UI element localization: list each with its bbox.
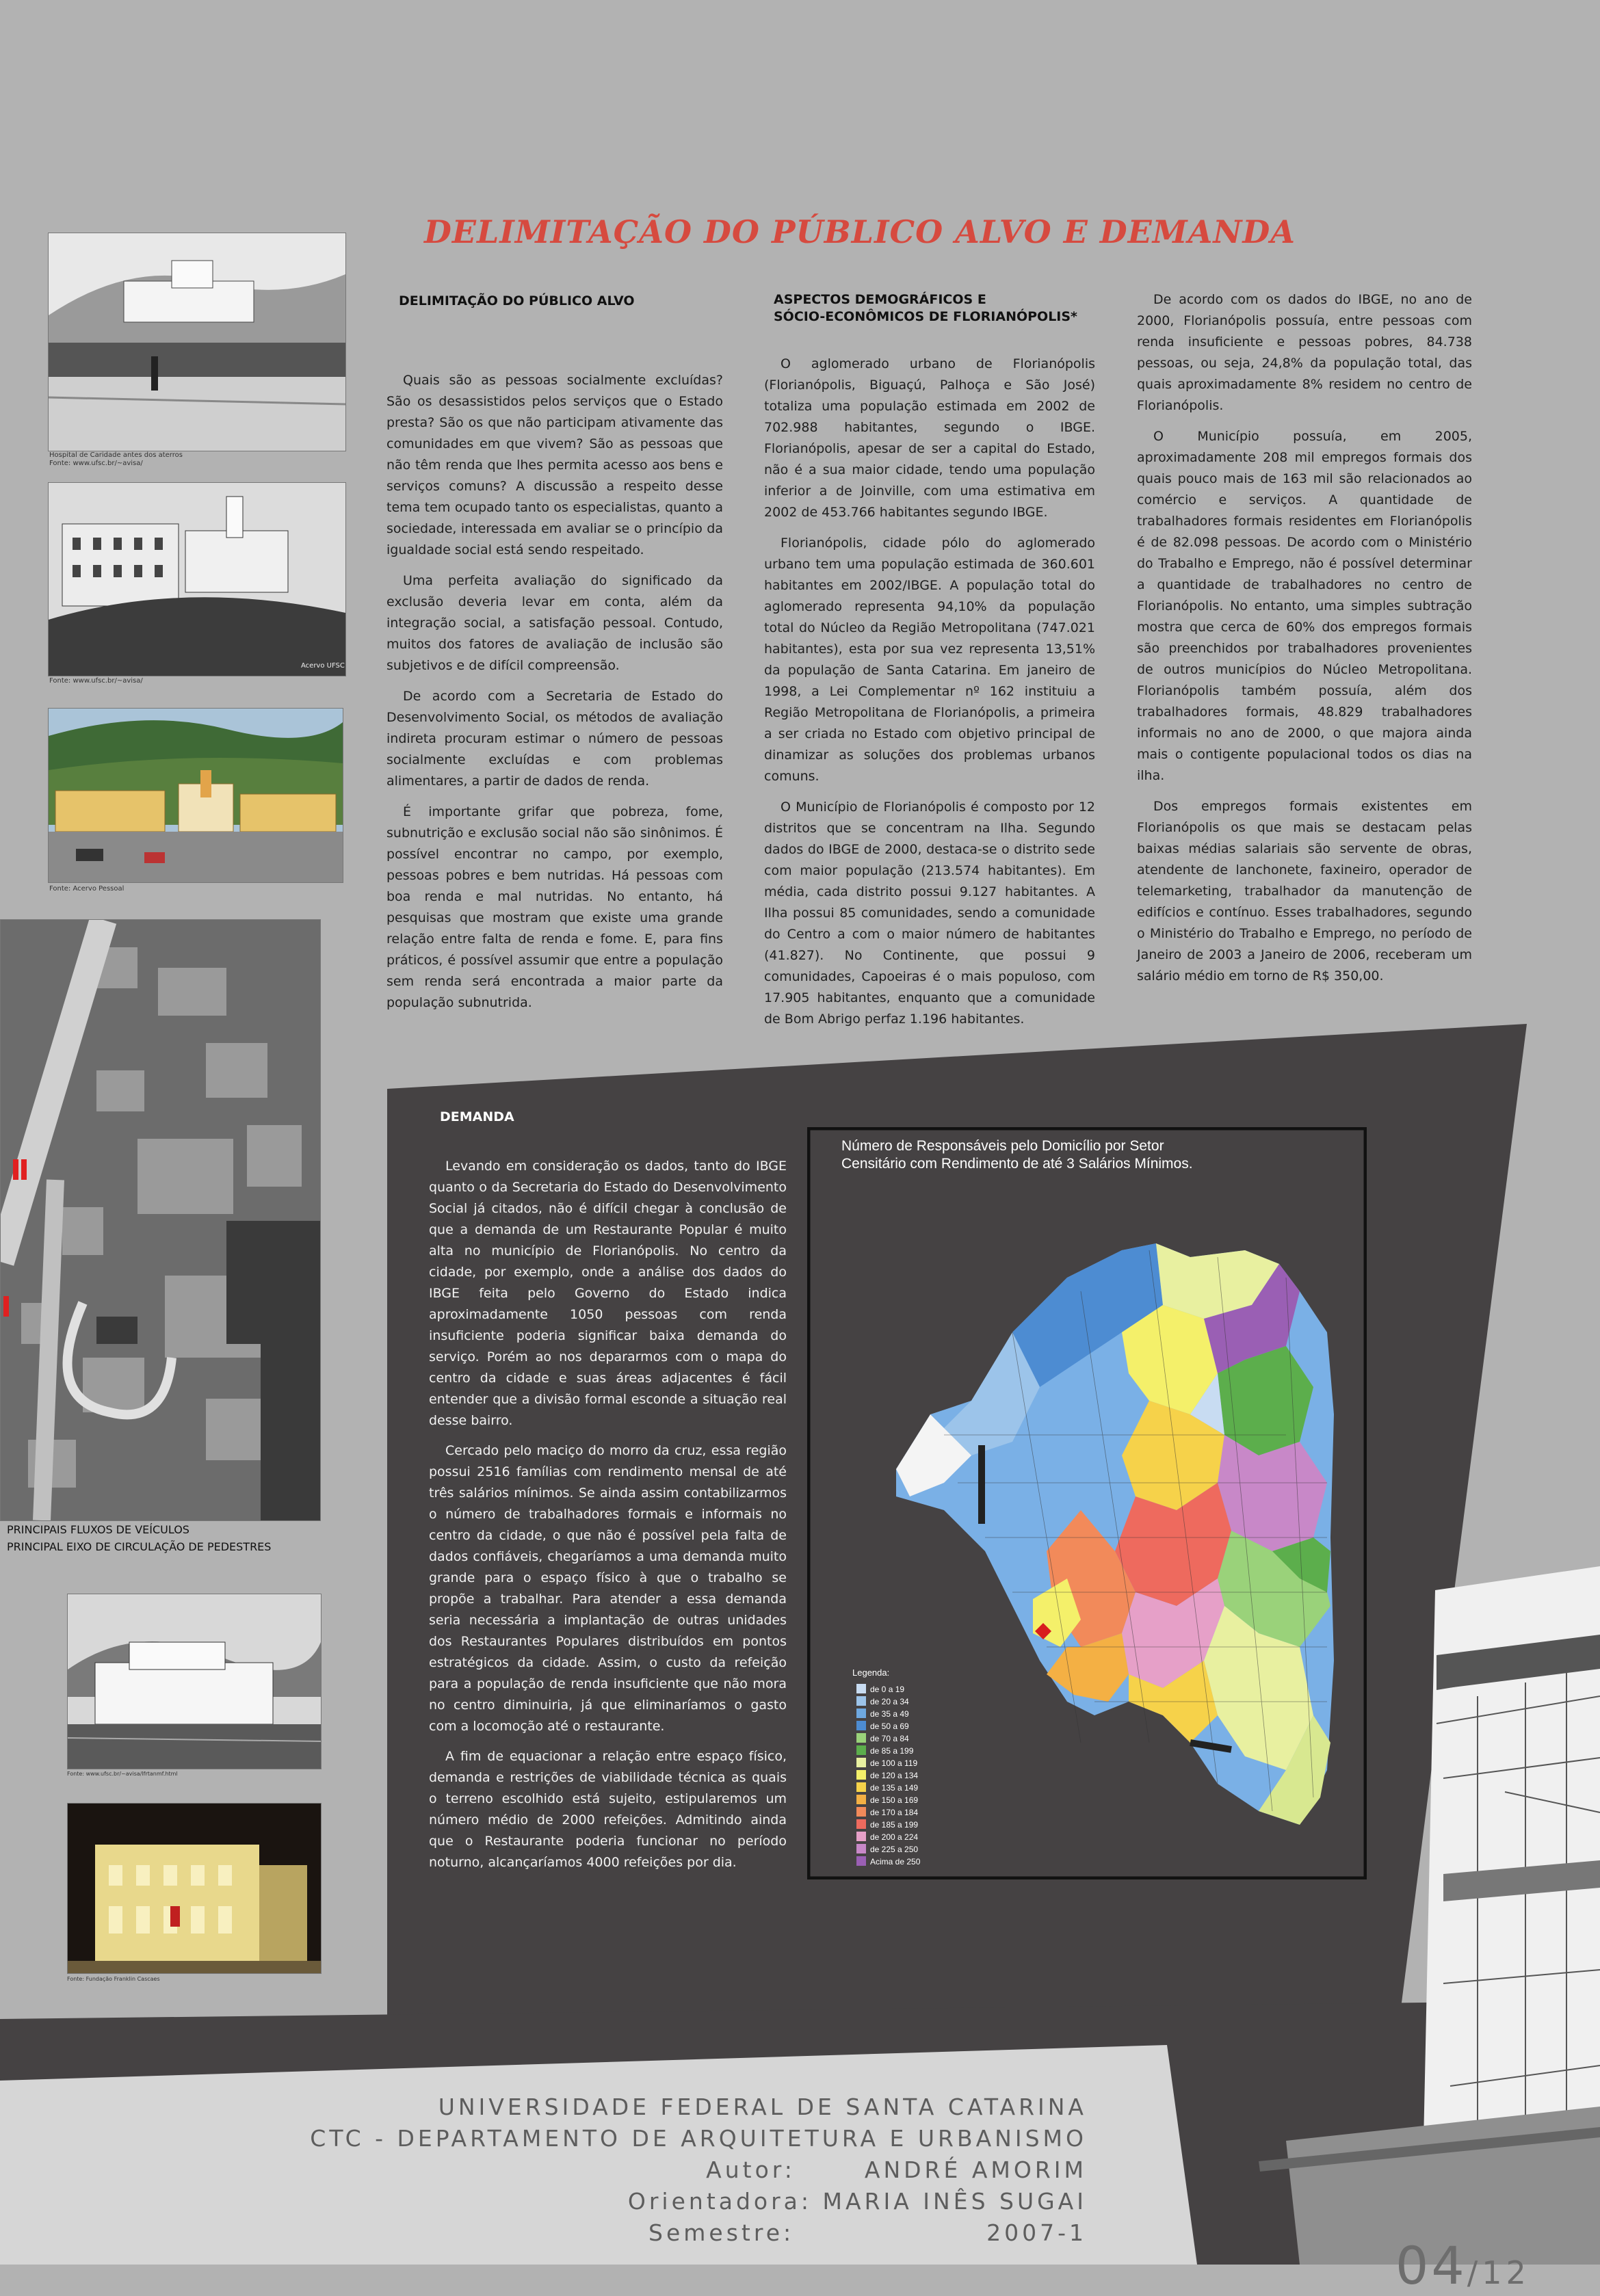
paragraph: Uma perfeita avaliação do significado da exclusão deveria levar em conta, além da integração social, a satisfação pessoal. Contudo, muitos dos fatores de avaliação de inclusão são subjetivos e de difícil compreensão. xyxy=(386,572,723,673)
paragraph: A fim de equacionar a relação entre espaço físico, demanda e restrições de viabilidade técnica as quais o terreno escolhido está sujeito, estipularemos um número médio de 2000 refeições. Admitindo ainda que o Restaurante poderia funcionar no período noturno, alcançaríamos 4000 refeições por dia. xyxy=(429,1749,787,1870)
paragraph: Levando em consideração os dados, tanto do IBGE quanto o da Secretaria do Estado do Desenvolvimento Social já citados, não é difícil chegar à conclusão de que a demanda de um Restaurante Popular é muito alta no município de Florianópolis. No centro da cidade, por exemplo, onde a análise dos dados do IBGE feita pelo Governo do Estado indica aproximadamente 1050 pessoas com renda insuficiente poderia significar baixa demanda do serviço. Porém ao nos depararmos com o mapa do centro da cidade e suas áreas adjacentes é fácil entender que a divisão formal esconde a situação real desse bairro. xyxy=(429,1159,787,1428)
section-publico-alvo-heading: DELIMITAÇÃO DO PÚBLICO ALVO xyxy=(399,293,635,308)
legend-swatch xyxy=(856,1758,866,1767)
page-number xyxy=(1395,2235,1530,2296)
legend-label: de 20 a 34 xyxy=(870,1697,909,1706)
map-legend-title: Legenda: xyxy=(852,1667,890,1678)
legend-label: de 70 a 84 xyxy=(870,1734,909,1743)
legend-swatch xyxy=(856,1721,866,1730)
photo-restaurant-bw xyxy=(67,1594,322,1769)
paragraph: O Município de Florianópolis é composto por 12 distritos que se concentram na Ilha. Segundo dados do IBGE de 2000, destaca-se o distrito sede com maior população (213.574 habitantes). Em média, cada distrito possui 9.127 habitantes. A Ilha possui 85 comunidades, sendo a comunidade do Centro a com o maior número de habitantes (41.827). No Continente, que possui 9 comunidades, Capoeiras é o mais populoso, com 17.905 habitantes, enquanto que a comunidade de Bom Abrigo perfaz 1.196 habitantes. xyxy=(764,800,1095,1027)
paragraph: De acordo com os dados do IBGE, no ano de 2000, Florianópolis possuía, entre pessoas com renda insuficiente e pessoas pobres, 84.738 pessoas, ou seja, 24,8% da população total, das quais aproximadamente 8% residem no centro de Florianópolis. xyxy=(1137,292,1472,413)
legend-swatch xyxy=(856,1832,866,1841)
legend-vehicle-flows: PRINCIPAIS FLUXOS DE VEÍCULOS xyxy=(7,1523,189,1536)
legend-label: de 170 a 184 xyxy=(870,1808,919,1817)
section-demanda xyxy=(429,1156,787,1882)
legend-swatch xyxy=(856,1770,866,1780)
map-title-2: Censitário com Rendimento de até 3 Salários Mínimos. xyxy=(841,1156,1193,1172)
legend-label: de 185 a 199 xyxy=(870,1820,919,1830)
legend-swatch xyxy=(856,1795,866,1804)
footer-university: UNIVERSIDADE FEDERAL DE SANTA CATARINA xyxy=(438,2094,1087,2120)
legend-label: de 35 a 49 xyxy=(870,1709,909,1719)
legend-swatch xyxy=(856,1733,866,1743)
footer-autor-label: Autor: xyxy=(706,2156,796,2183)
photo3-source: Fonte: Acervo Pessoal xyxy=(49,885,124,893)
photo-hospital-hill xyxy=(48,482,346,676)
photo1-source: Fonte: www.ufsc.br/~avisa/ xyxy=(49,460,143,467)
legend-swatch xyxy=(856,1684,866,1693)
section-publico-alvo xyxy=(386,293,723,1023)
legend-label: de 0 a 19 xyxy=(870,1685,905,1694)
photo2-source: Fonte: www.ufsc.br/~avisa/ xyxy=(49,677,143,685)
legend-label: Acima de 250 xyxy=(870,1857,921,1866)
footer-orientadora-label: Orientadora: xyxy=(627,2188,813,2215)
paragraph: Cercado pelo maciço do morro da cruz, essa região possui 2516 famílias com rendimento mensal de até três salários mínimos. Se ainda assim contabilizarmos o número de trabalhadores formais e informais no centro da cidade, o que não é possível pela falta de dados confiáveis, chegaríamos a uma demanda muito grande para o espaço físico à que o trabalho se propõe a trabalhar. Para atender a essa demanda seria necessária a implantação de outras unidades dos Restaurantes Populares distribuídos em pontos estratégicos da cidade. Assim, o custo da refeição para a população de renda insuficiente que não mora no centro diminuiria, já que eliminaríamos o gasto com a locomoção até o restaurante. xyxy=(429,1443,787,1734)
photo-restaurant-night xyxy=(67,1803,322,1974)
section-demanda-heading: DEMANDA xyxy=(440,1109,514,1124)
paragraph: O Município possuía, em 2005, aproximadamente 208 mil empregos formais dos quais pouco mais de 163 mil são relacionados ao comércio e serviços. A quantidade de trabalhadores formais residentes em Florianópolis é de 82.098 pessoas. De acordo com o Ministério do Trabalho e Emprego, não é possível determinar a quantidade de trabalhadores no centro de Florianópolis. No entanto, uma simples subtração mostra que cerca de 60% dos empregos formais são preenchidos por trabalhadores provenientes de outros municípios do Núcleo Metropolitana. Florianópolis também possuía, além dos trabalhadores formais, 48.829 trabalhadores informais no ano de 2000, o que majora ainda mais o contigente populacional todos os dias na ilha. xyxy=(1137,429,1472,783)
paragraph: É importante grifar que pobreza, fome, subnutrição e exclusão social não são sinônimos. É possível encontrar no campo, por exemplo, pessoas pobres e bem nutridas. Há pessoas com boa renda e mal nutridas. No entanto, há pesquisas que mostram que existe uma grande relação entre falta de renda e fome. E, para fins práticos, é possível assumir que entre a população sem renda será encontrada a maior parte da população subnutrida. xyxy=(386,804,723,1010)
footer-department: CTC - DEPARTAMENTO DE ARQUITETURA E URBANISMO xyxy=(310,2125,1087,2152)
photo-hospital-old xyxy=(48,233,346,451)
legend-swatch xyxy=(856,1819,866,1829)
map-title-1: Número de Responsáveis pelo Domicílio por Setor xyxy=(841,1138,1164,1154)
photo5-source: Fonte: Fundação Franklin Cascaes xyxy=(67,1976,160,1982)
legend-label: de 50 a 69 xyxy=(870,1721,909,1731)
legend-swatch xyxy=(856,1745,866,1755)
section-demograficos-heading-1: ASPECTOS DEMOGRÁFICOS E xyxy=(774,292,986,307)
legend-swatch xyxy=(856,1782,866,1792)
photo1-caption: Hospital de Caridade antes dos aterros xyxy=(49,451,183,459)
aerial-photo xyxy=(0,919,321,1521)
page-title: DELIMITAÇÃO DO PÚBLICO ALVO E DEMANDA xyxy=(424,213,1296,250)
photo-hospital-color xyxy=(48,708,343,883)
paragraph: De acordo com a Secretaria de Estado do Desenvolvimento Social, os métodos de avaliação indireta procuram estimar o número de pessoas socialmente excluídas e com problemas alimentares, a partir de dados de renda. xyxy=(386,688,723,789)
legend-swatch xyxy=(856,1807,866,1817)
census-map xyxy=(807,1127,1367,1879)
legend-swatch xyxy=(856,1708,866,1718)
legend-swatch xyxy=(856,1844,866,1853)
paragraph: O aglomerado urbano de Florianópolis (Florianópolis, Biguaçú, Palhoça e São José) totaliza uma população estimada em 2002 de 702.988 habitantes, segundo o IBGE. Florianópolis, apesar de ser a capital do Estado, não é a sua maior cidade, tendo uma população inferior a de Joinville, com uma estimativa em 2002 de 453.766 habitantes segundo IBGE. xyxy=(764,356,1095,520)
page-total: /12 xyxy=(1467,2254,1530,2291)
paragraph: Dos empregos formais existentes em Florianópolis os que mais se destacam pelas baixas médias salariais são servente de obras, atendente de lanchonete, faxineiro, operador de telemarketing, trabalhador da manutenção de edifícios e contínuo. Esses trabalhadores, segundo o Ministério do Trabalho e Emprego, no período de Janeiro de 2003 a Janeiro de 2006, receberam um salário médio em torno de R$ 350,00. xyxy=(1137,799,1472,984)
legend-label: de 225 a 250 xyxy=(870,1845,919,1854)
footer-orientadora: MARIA INÊS SUGAI xyxy=(822,2188,1087,2215)
footer-semestre-label: Semestre: xyxy=(648,2219,795,2246)
legend-label: de 135 a 149 xyxy=(870,1783,919,1793)
section-demograficos-heading-2: SÓCIO-ECONÔMICOS DE FLORIANÓPOLIS* xyxy=(774,308,1077,324)
legend-swatch xyxy=(856,1856,866,1866)
footer-semestre: 2007-1 xyxy=(986,2219,1087,2246)
section-renda-emprego xyxy=(1137,289,1472,997)
legend-label: de 150 a 169 xyxy=(870,1795,919,1805)
page-current: 04 xyxy=(1395,2235,1467,2296)
photo4-source: Fonte: www.ufsc.br/~avisa/lfrtanmf.html xyxy=(67,1771,178,1777)
photo2-watermark: Acervo UFSC xyxy=(301,662,345,670)
paragraph: Quais são as pessoas socialmente excluídas? São os desassistidos pelos serviços que o Estado presta? São os que não participam ativamente das comunidades em que vivem? São as pessoas que não têm renda que lhes permita acesso aos bens e serviços comuns? A discussão a respeito desse tema tem ocupado tanto os especialistas, quanto a sociedade, interessada em avaliar se o princípio da igualdade social está sendo respeitado. xyxy=(386,372,723,557)
legend-swatch xyxy=(856,1696,866,1706)
footer-autor: ANDRÉ AMORIM xyxy=(864,2156,1087,2183)
section-demograficos xyxy=(764,292,1095,1040)
legend-label: de 100 a 119 xyxy=(870,1758,918,1768)
legend-pedestrian-axis: PRINCIPAL EIXO DE CIRCULAÇÃO DE PEDESTRES xyxy=(7,1540,272,1553)
legend-label: de 85 a 199 xyxy=(870,1746,914,1756)
paragraph: Florianópolis, cidade pólo do aglomerado urbano tem uma população estimada de 360.601 habitantes em 2002/IBGE. A população total do aglomerado representa 94,10% da população total do Núcleo da Região Metropolitana (747.021 habitantes), esta por sua vez representa 13,51% da população de Santa Catarina. Em janeiro de 1998, a Lei Complementar nº 162 instituiu a Região Metropolitana de Florianópolis, a primeira a ser criada no Estado com objetivo principal de dinamizar as soluções dos problemas urbanos comuns. xyxy=(764,536,1095,784)
legend-label: de 200 a 224 xyxy=(870,1832,919,1842)
legend-label: de 120 a 134 xyxy=(870,1771,919,1780)
